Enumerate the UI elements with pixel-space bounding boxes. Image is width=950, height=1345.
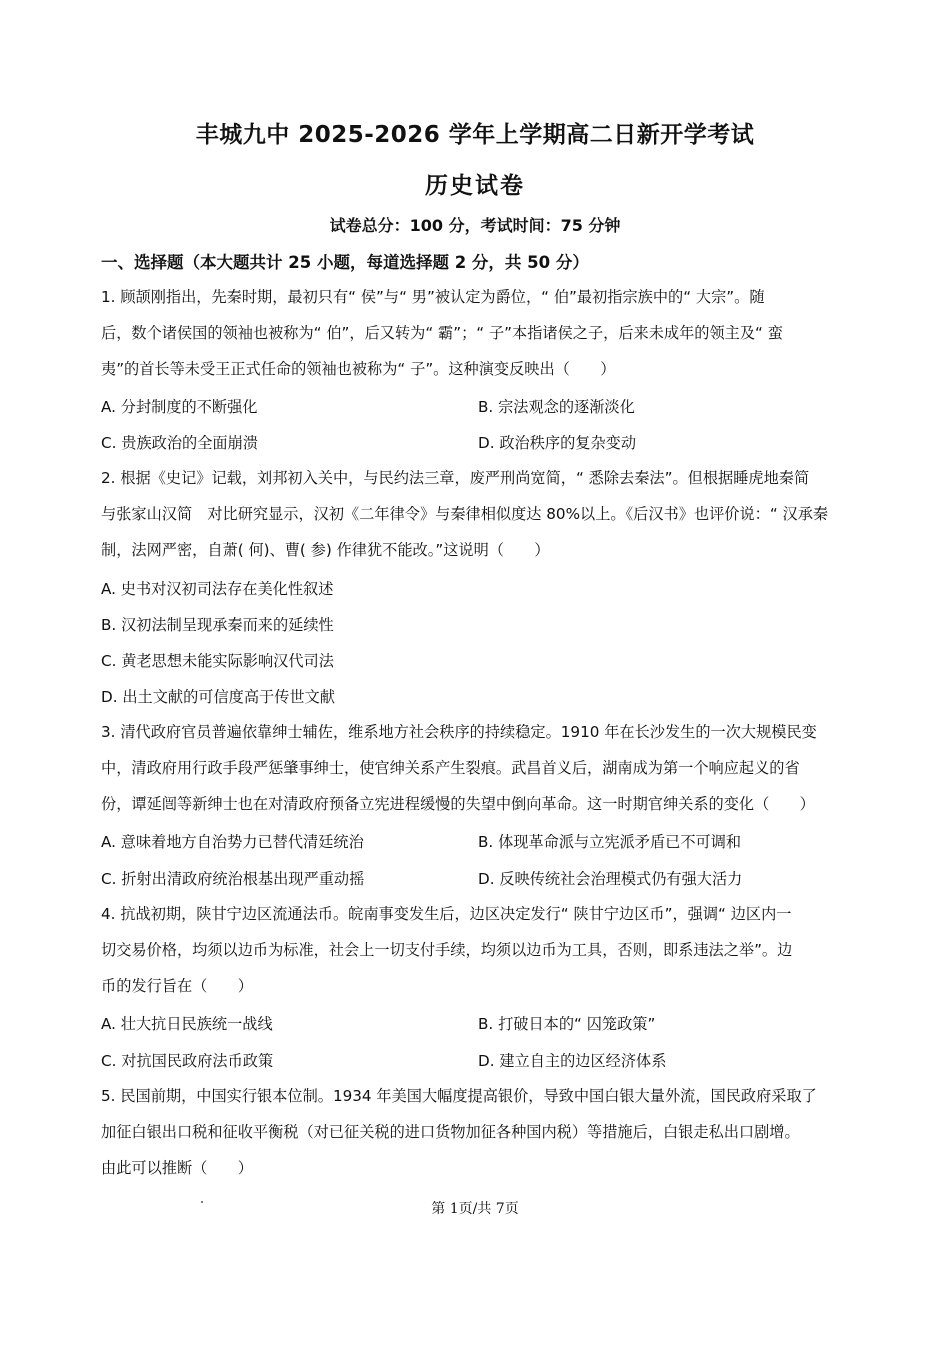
section-heading: 一、选择题（本大题共计 25 小题，每道选择题 2 分，共 50 分） bbox=[101, 253, 589, 272]
option-c: C. 贵族政治的全面崩溃 bbox=[101, 434, 258, 452]
question-2 bbox=[101, 460, 861, 568]
option-a: A. 意味着地方自治势力已替代清廷统治 bbox=[101, 833, 364, 851]
page-number: 第 1页/共 7页 bbox=[431, 1201, 519, 1217]
option-d: D. 政治秩序的复杂变动 bbox=[478, 434, 637, 452]
question-line: 份，谭延闿等新绅士也在对清政府预备立宪进程缓慢的失望中倒向革命。这一时期官绅关系的变化（ ） bbox=[101, 795, 815, 813]
option-d: D. 出土文献的可信度高于传世文献 bbox=[101, 688, 335, 706]
question-line: 1. 顾颉刚指出，先秦时期，最初只有“ 侯”与“ 男”被认定为爵位，“ 伯”最初指宗族中的“ 大宗”。随 bbox=[101, 288, 765, 306]
option-c: C. 折射出清政府统治根基出现严重动摇 bbox=[101, 870, 365, 888]
question-3 bbox=[101, 714, 861, 822]
question-line: 由此可以推断（ ） bbox=[101, 1159, 253, 1177]
question-line: 2. 根据《史记》记载，刘邦初入关中，与民约法三章，废严刑尚宽简，“ 悉除去秦法”。但根据睡虎地秦简 bbox=[101, 469, 810, 487]
question-line: 币的发行旨在（ ） bbox=[101, 977, 253, 995]
option-c: C. 对抗国民政府法币政策 bbox=[101, 1052, 274, 1070]
question-line: 3. 清代政府官员普遍依靠绅士辅佐，维系地方社会秩序的持续稳定。1910 年在长沙发生的一次大规模民变 bbox=[101, 723, 817, 741]
question-5 bbox=[101, 1078, 861, 1186]
question-line: 4. 抗战初期，陕甘宁边区流通法币。皖南事变发生后，边区决定发行“ 陕甘宁边区币”，强调“ 边区内一 bbox=[101, 905, 792, 923]
question-line: 中，清政府用行政手段严惩肇事绅士，使官绅关系产生裂痕。武昌首义后，湖南成为第一个响应起义的省 bbox=[101, 759, 800, 777]
option-d: D. 建立自主的边区经济体系 bbox=[478, 1052, 667, 1070]
option-b: B. 宗法观念的逐渐淡化 bbox=[478, 398, 635, 416]
question-line: 切交易价格，均须以边币为标准，社会上一切支付手续，均须以边币为工具，否则，即系违法之举”。边 bbox=[101, 941, 793, 959]
question-line: 制，法网严密，自萧( 何)、曹( 参) 作律犹不能改。”这说明（ ） bbox=[101, 541, 550, 559]
question-1 bbox=[101, 279, 861, 387]
option-d: D. 反映传统社会治理模式仍有强大活力 bbox=[478, 870, 743, 888]
question-line: 5. 民国前期，中国实行银本位制。1934 年美国大幅度提高银价，导致中国白银大量外流，国民政府采取了 bbox=[101, 1087, 817, 1105]
question-line: 与张家山汉简 对比研究显示，汉初《二年律令》与秦律相似度达 80%以上。《后汉书》也评价说：“ 汉承秦 bbox=[101, 505, 829, 523]
option-b: B. 体现革命派与立宪派矛盾已不可调和 bbox=[478, 833, 742, 851]
option-a: A. 分封制度的不断强化 bbox=[101, 398, 258, 416]
question-line: 加征白银出口税和征收平衡税（对已征关税的进口货物加征各种国内税）等措施后，白银走私出口剧增。 bbox=[101, 1123, 800, 1141]
option-c: C. 黄老思想未能实际影响汉代司法 bbox=[101, 652, 334, 670]
option-b: B. 汉初法制呈现承秦而来的延续性 bbox=[101, 616, 334, 634]
option-a: A. 壮大抗日民族统一战线 bbox=[101, 1015, 273, 1033]
question-line: 后，数个诸侯国的领袖也被称为“ 伯”，后又转为“ 霸”；“ 子”本指诸侯之子，后来未成年的领主及“ 蛮 bbox=[101, 324, 783, 342]
option-a: A. 史书对汉初司法存在美化性叙述 bbox=[101, 580, 334, 598]
exam-info: 试卷总分：100 分，考试时间：75 分钟 bbox=[329, 216, 621, 235]
exam-title: 丰城九中 2025-2026 学年上学期高二日新开学考试 bbox=[195, 122, 755, 148]
question-4 bbox=[101, 896, 861, 1004]
exam-subject: 历史试卷 bbox=[425, 173, 525, 199]
question-line: 夷”的首长等未受王正式任命的领袖也被称为“ 子”。这种演变反映出（ ） bbox=[101, 360, 616, 378]
option-b: B. 打破日本的“ 囚笼政策” bbox=[478, 1015, 656, 1033]
